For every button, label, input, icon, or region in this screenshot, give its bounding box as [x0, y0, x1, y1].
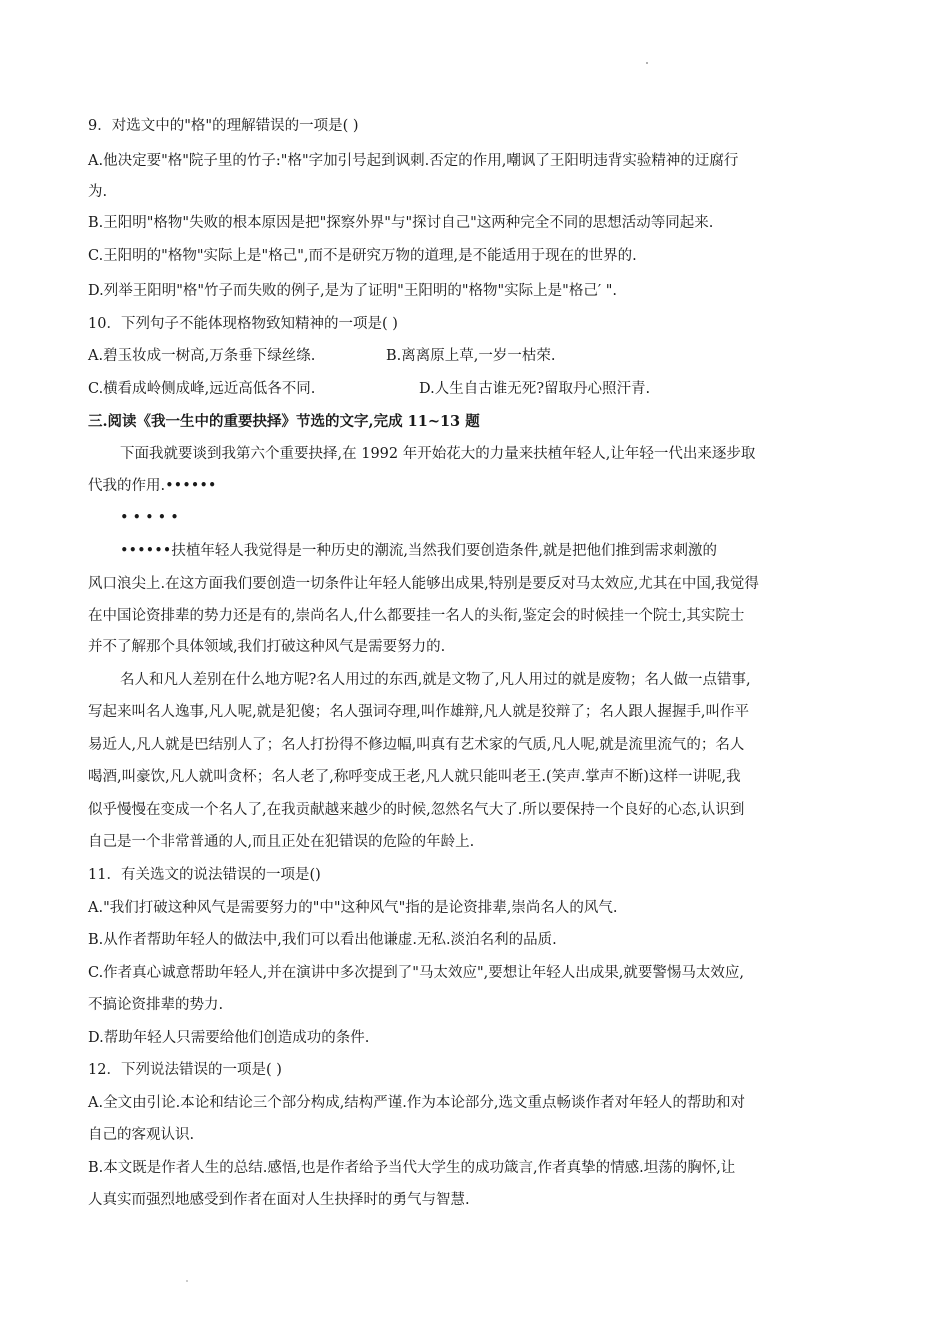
passage-p3-line-1: ••••••扶植年轻人我觉得是一种历史的潮流,当然我们要创造条件,就是把他们推到需求刺激的 — [120, 543, 718, 559]
question-9-option-a: A.他决定要"格"院子里的竹子:"格"字加引号起到讽刺.否定的作用,嘲讽了王阳明违背实验精神的迂腐行 — [88, 153, 739, 169]
question-12-option-a-cont: 自己的客观认识. — [88, 1127, 195, 1143]
question-11-option-c-cont: 不搞论资排辈的势力. — [88, 997, 224, 1013]
page-speck-bottom — [186, 1280, 188, 1282]
question-11-option-c: C.作者真心诚意帮助年轻人,并在演讲中多次提到了"马太效应",要想让年轻人出成果,就要警惕马太效应, — [88, 965, 744, 981]
passage-p4-line-1: 名人和凡人差别在什么地方呢?名人用过的东西,就是文物了,凡人用过的就是废物；名人做一点错事, — [120, 672, 751, 688]
passage-p4-line-4: 喝酒,叫豪饮,凡人就叫贪杯；名人老了,称呼变成王老,凡人就只能叫老王.(笑声.掌声不断)这样一讲呢,我 — [88, 769, 741, 785]
passage-p1-line-1: 下面我就要谈到我第六个重要抉择,在 1992 年开始花大的力量来扶植年轻人,让年轻一代出来逐步取 — [120, 446, 756, 462]
question-9-option-b: B.王阳明"格物"失败的根本原因是把"探察外界"与"探讨自己"这两种完全不同的思想活动等同起来. — [88, 215, 714, 231]
section-3-heading: 三.阅读《我一生中的重要抉择》节选的文字,完成 11~13 题 — [88, 413, 480, 430]
question-11-stem: 11．有关选文的说法错误的一项是() — [88, 867, 321, 883]
question-12-option-b: B.本文既是作者人生的总结.感悟,也是作者给予当代大学生的成功箴言,作者真挚的情感.坦荡的胸怀,让 — [88, 1160, 736, 1176]
question-10-option-b: B.离离原上草,一岁一枯荣. — [386, 348, 556, 364]
passage-p4-line-6: 自己是一个非常普通的人,而且正处在犯错误的危险的年龄上. — [88, 834, 475, 850]
passage-p3-line-3: 在中国论资排辈的势力还是有的,崇尚名人,什么都要挂一名人的头衔,鉴定会的时候挂一个院士,其实院士 — [88, 608, 745, 624]
passage-p3-line-4: 并不了解那个具体领域,我们打破这种风气是需要努力的. — [88, 639, 446, 655]
question-10-option-a: A.碧玉妆成一树高,万条垂下绿丝绦. — [88, 348, 316, 364]
question-11-option-d: D.帮助年轻人只需要给他们创造成功的条件. — [88, 1030, 370, 1046]
passage-p1-line-2: 代我的作用.•••••• — [88, 478, 217, 494]
question-11-option-a: A."我们打破这种风气是需要努力的"中"这种风气"指的是论资排辈,崇尚名人的风气. — [88, 900, 618, 916]
question-11-option-b: B.从作者帮助年轻人的做法中,我们可以看出他谦虚.无私.淡泊名利的品质. — [88, 932, 557, 948]
question-10-option-d: D.人生自古谁无死?留取丹心照汗青. — [419, 381, 651, 397]
question-10-stem: 10．下列句子不能体现格物致知精神的一项是( ) — [88, 316, 398, 332]
passage-p3-line-2: 风口浪尖上.在这方面我们要创造一切条件让年轻人能够出成果,特别是要反对马太效应,尤其在中国,我觉得 — [88, 576, 759, 592]
question-9-option-c: C.王阳明的"格物"实际上是"格己",而不是研究万物的道理,是不能适用于现在的世界的. — [88, 248, 637, 264]
question-12-option-a: A.全文由引论.本论和结论三个部分构成,结构严谨.作为本论部分,选文重点畅谈作者对年轻人的帮助和对 — [88, 1095, 746, 1111]
question-12-option-b-cont: 人真实而强烈地感受到作者在面对人生抉择时的勇气与智慧. — [88, 1192, 470, 1208]
question-9-option-a-cont: 为. — [88, 184, 108, 200]
question-10-option-c: C.横看成岭侧成峰,远近高低各不同. — [88, 381, 316, 397]
question-9-stem: 9．对选文中的"格"的理解错误的一项是( ) — [88, 118, 359, 134]
passage-p4-line-3: 易近人,凡人就是巴结别人了；名人打扮得不修边幅,叫真有艺术家的气质,凡人呢,就是流里流气的；名人 — [88, 737, 745, 753]
passage-ellipsis: ••••• — [120, 510, 183, 526]
passage-p4-line-5: 似乎慢慢在变成一个名人了,在我贡献越来越少的时候,忽然名气大了.所以要保持一个良好的心态,认识到 — [88, 802, 745, 818]
question-12-stem: 12．下列说法错误的一项是( ) — [88, 1062, 282, 1078]
question-9-option-d: D.列举王阳明"格"竹子而失败的例子,是为了证明"王阳明的"格物"实际上是"格己′ ". — [88, 283, 618, 299]
page-speck — [646, 62, 648, 64]
passage-p4-line-2: 写起来叫名人逸事,凡人呢,就是犯傻；名人强词夺理,叫作雄辩,凡人就是狡辩了；名人跟人握握手,叫作平 — [88, 704, 750, 720]
